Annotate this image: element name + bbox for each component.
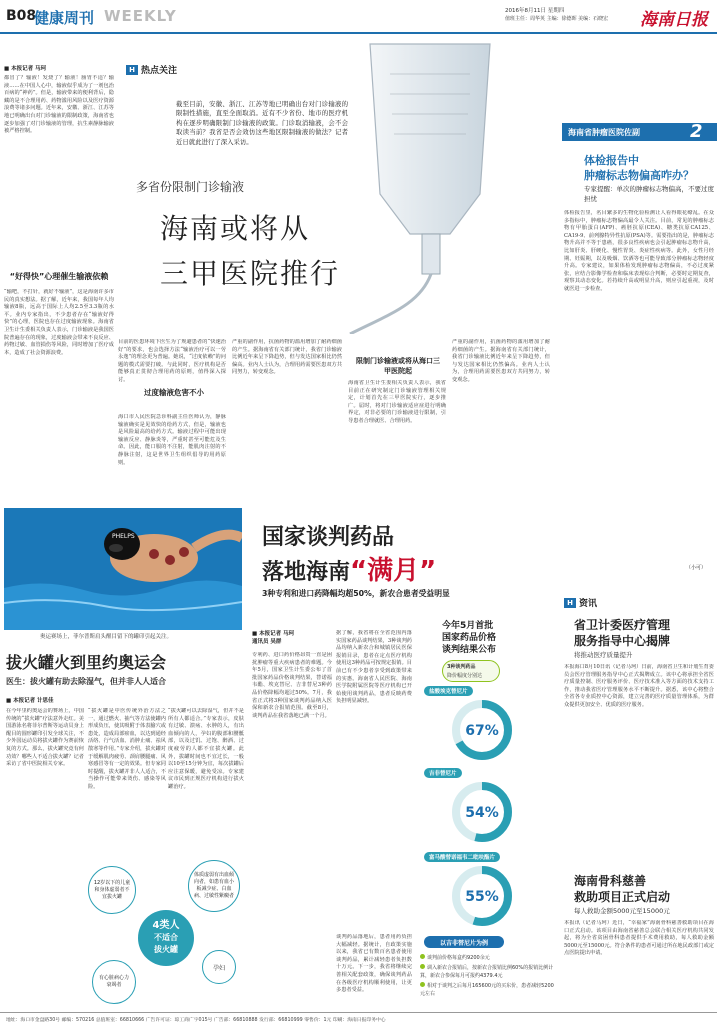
drug-text-b: 据了解，我省将在全省范围内落实国家药品谈判结果，3种谈判药品均纳入新农合和城镇居民医保报销目录，患者在定点医疗机构使用这3种药品可按规定报销。目前已有不少患者享受到政策带来的实惠。海南省人民医院、海南医学院附属医院等医疗机构已开始使用谈判药品，患者反映药费负担明显减轻。	[336, 630, 412, 705]
info-bubble-4	[92, 960, 136, 1004]
info-title-2: 国家药品价格	[442, 633, 497, 643]
top-text-right: 严重的副作用，抗菌药物的滥用增加了耐药细菌的产生。据海南省有关部门统计，我省门诊输液比例近年来呈下降趋势，但与发达国家相比仍然偏高。业内人士认为，合理用药需要医患双方共同努力，转变观念。	[232, 339, 342, 376]
cupping-text-b: “拔火罐是中医传统外治方法之一，通过燃火、抽气等方法使罐内形成负压，使其吸附于体表腧穴或患处，造成局部瘀血，以达到通经活络、行气活血、消肿止痛、祛风散寒等作用。”专家介绍，拔火罐对于缓解肌肉疲劳、颈肩腰腿痛、风寒感冒等有一定的效果。但专家同时提醒，拔火罐并非人人适合，不当操作可能带来烫伤、感染等风险。	[88, 708, 166, 790]
drug-subhead: 3种专利和进口药降幅均超50%，新农合患者受益明显	[262, 589, 450, 598]
info-title-3: 谈判结果公布	[442, 645, 497, 655]
info-title-1: 今年5月首批	[442, 621, 494, 631]
drug-ring-pct-3: 55%	[465, 889, 499, 905]
drug-infographic	[416, 612, 556, 1010]
news2-sub: 每人救助金额5000元至15000元	[574, 907, 670, 915]
drug-byline: ■ 本报记者 马珂 通讯员 吴群	[252, 631, 295, 645]
top-headline-2: 三甲医院推行	[160, 257, 341, 290]
left-byline: ■ 本报记者 马珂	[4, 66, 47, 72]
top-text-right3: 严重的副作用，抗菌药物的滥用增加了耐药细菌的产生。据海南省有关部门统计，我省门诊输液比例近年来呈下降趋势，但与发达国家相比仍然偏高。业内人士认为，合理用药需要医患双方共同努力，转变观念。	[452, 339, 550, 383]
hot-topic-tag	[126, 63, 177, 76]
info-count-2: 降价幅度分别达	[447, 673, 483, 679]
info-bubble-3	[202, 950, 236, 984]
info-item-3: 孕妇	[212, 964, 225, 972]
news2-title-2: 救助项目正式启动	[574, 890, 671, 904]
footer-text: 地址：海口市金盘路30号 邮编：570216 总值班室：66810666 广告许可证：琼工商广字015号 广告部：66810888 发行部：66810999 零售价：1元 印刷：海南日报印务中心	[6, 1018, 386, 1023]
paper-logo: 海南日报	[640, 10, 708, 30]
hospital-column-banner	[562, 123, 717, 141]
top-text-right2: 海南省卫生计生委相关负责人表示，我省目前正在研究制定门诊输液管理相关规定，计划首先在三甲医院实行，逐步推广。届时，将对门诊输液适应症进行明确界定，对非必要的门诊输液进行限制，引导患者合理就医、合理用药。	[348, 380, 446, 424]
top-text-mid: 目前的医患环境下医生为了规避患者的“快速治好”的要求，也会选择方法“输液治疗可以一劳永逸”的理念更为普遍。她说，“过度依赖”的问题的模式需要打破。与此同时，医疗机构是否能够真正贯彻合理用药的原则，值得深入探讨。	[118, 339, 226, 383]
news1-text: 本报海口8月10日讯（记者马珂）日前，海南省卫生和计划生育委员会医疗管理服务指导中心正式揭牌成立。该中心将承担全省医疗质量控制、医疗服务评价、医疗技术准入等方面的技术支持工作，推动我省医疗管理服务水平不断提升。据悉，该中心将整合全省各专业质控中心资源，建立完善的医疗质量管理体系，为群众提供更加安全、优质的医疗服务。	[564, 664, 714, 708]
top-subhead-right: 限制门诊输液或将从海口三甲医院起	[356, 357, 440, 375]
drug-bullets	[420, 954, 558, 998]
drug-name-3: 富马酸替诺福韦二吡呋酯片	[424, 852, 500, 862]
left-column	[4, 64, 114, 504]
page-footer	[0, 1012, 717, 1024]
column-number: 2	[690, 121, 703, 142]
section-title: 健康周刊	[34, 9, 95, 27]
example-label-pill	[424, 936, 504, 948]
tumor-text: 体检报告里，名目繁多的生物化验检测让人看得眼花缭乱。在众多指标中，肿瘤标志物偏高最令人关注。目前，常见的肿瘤标志物有甲胎蛋白(AFP)、癌胚抗原(CEA)、糖类抗原CA125、CA19-9、前列腺特异性抗原(PSA)等。需要指出的是，肿瘤标志物升高并不等于患癌，很多良性疾病也会引起肿瘤标志物升高，比如肝炎、肝硬化、慢性胃炎、炎症性疾病等。此外，女性月经期、妊娠期，以及吸烟、饮酒等也可能导致部分肿瘤标志物轻度升高。专家建议，如果体检发现肿瘤标志物偏高，不必过度紧张，应结合影像学检查和临床表现综合判断，必要时定期复查，观察其动态变化。若持续升高或明显升高，则应引起重视，及时就医进一步检查。	[564, 210, 714, 292]
news1-title-2: 服务指导中心揭牌	[574, 634, 671, 648]
top-kicker: 多省份限制门诊输液	[136, 180, 245, 194]
news-tag-icon: H	[564, 598, 576, 608]
left-subhead: “好得快”心理催生输液依赖	[9, 272, 109, 281]
bullet-2	[420, 964, 558, 980]
cupping-infographic	[88, 852, 244, 1010]
bullet-1-text: 谈判前价格每盒约9200余元	[427, 955, 490, 961]
info-count-bubble	[442, 660, 500, 682]
drug-ring-pct-1: 67%	[465, 723, 499, 739]
drug-name-1: 盐酸埃克替尼片	[424, 686, 473, 696]
drug-name-2: 吉非替尼片	[424, 768, 462, 778]
date-line: 2016年8月11日 星期四	[505, 8, 565, 14]
bullet-1	[420, 954, 558, 962]
drug-text-c: 谈判药品落地后，患者用药负担大幅减轻。据统计，自政策实施以来，我省已有数百名患者使用谈判药品，累计减轻患者负担数十万元。下一步，我省将继续完善相关配套政策，确保谈判药品在各级医疗机构顺利使用，让更多患者受益。	[336, 934, 412, 994]
hot-topic-label: 热点关注	[141, 66, 178, 76]
drug-ring-chart-2	[450, 780, 514, 844]
info-item-4: 有心脏病心力衰竭者	[98, 975, 129, 988]
cupping-byline: ■ 本报记者 计思佳	[6, 698, 54, 704]
info-bubble-2	[188, 860, 240, 912]
cupping-text-c: “拔火罐可以去除湿气，但并不是所有人都适合。”专家表示，皮肤有过敏、溃疡、水肿的人，有出血倾向的人，孕妇的腹部和腰骶部，以及过饥、过饱、醉酒、过度疲劳的人都不宜拔火罐。此外，拔罐时间也不宜过长，一般以10至15分钟为宜，每次拔罐后应注意保暖，避免受凉。专家建议市民到正规医疗机构进行拔火罐治疗。	[168, 708, 244, 790]
editor-line: 值班主任：周华英 主编：徐德晖 美编：石晓宏	[505, 16, 609, 22]
drug-headline-1: 国家谈判药品	[262, 525, 395, 550]
news-tag-label: 资讯	[579, 599, 598, 609]
info-count: 3种谈判药品	[447, 664, 476, 670]
left-text-b: “输吧，不打针，就好不输液”，这是海南许多市民的真实想法。据了解，近年来，我国每年人均输液8瓶，远高于国际上人均2.5至3.3瓶的水平。业内专家指出，不少患者存在“输液好得快”的心理，医院也存在过度输液现象。海南省卫生计生委相关负责人表示，门诊输液是我国医院普遍存在的现象，过度输液会带来不良反应、药物过敏、血管损伤等风险，同时增加了医疗成本，造成了社会资源浪费。	[4, 289, 114, 356]
drug-ring-3	[424, 852, 546, 932]
drug-headline-2a: 落地海南	[262, 560, 351, 585]
info-bubble-1	[88, 866, 136, 914]
drug-ring-chart-1	[450, 698, 514, 762]
info-center-1: 4类人	[152, 920, 180, 931]
top-headline-1: 海南或将从	[160, 212, 311, 245]
column-label: 海南省肿瘤医院佐副	[568, 128, 640, 137]
top-intro: 截至目前，安徽、浙江、江苏等地已明确出台对门诊输液的限制性措施，直至全面取消。近有不少省份、地市的医疗机构在逐步明确限制门诊输液的政策。门诊取消输液，会不会取读当前？我省是否会效仿这些地区限制输液的做法？记者近日就此进行了深入采访。	[176, 100, 348, 146]
bullet-3	[420, 982, 558, 998]
news2-text: 本报讯（记者马珂）近日，“幸福家”海南骨科慈善救助项目在海口正式启动。该项目由海南省慈善总会联合相关医疗机构共同发起，将为全省贫困骨科患者提供手术费用救助，每人救助金额5000元至15000元。符合条件的患者可通过所在地民政部门或定点医院提出申请。	[564, 920, 714, 957]
info-center	[138, 910, 194, 966]
info-center-2: 不适合	[154, 933, 178, 942]
info-item-1: 12岁以下的儿童和身体虚弱者不宜拔火罐	[93, 879, 131, 900]
photo-caption: 奥运赛场上，菲尔普斯肩头醒目留下的罐印引起关注。	[40, 634, 173, 640]
cupping-headline: 拔火罐火到里约奥运会	[6, 653, 167, 672]
tumor-title-2: 肿瘤标志物偏高咋办？	[584, 169, 694, 182]
drug-headline-2	[262, 550, 436, 587]
news1-title-1: 省卫计委医疗管理	[574, 618, 671, 632]
drug-ring-chart-3	[450, 864, 514, 928]
drug-ring-pct-2: 54%	[465, 805, 499, 821]
swimmer-photo	[4, 508, 242, 630]
tumor-note: （小可）	[686, 565, 707, 571]
svg-text:PHELPS: PHELPS	[112, 533, 135, 540]
top-text-mid2: 海口市人民医院急诊科副主任医师认为，静脉输液确实是见效快的给药方式，但是，输液也是风险最高的给药方式。输液过程中可能出现输液反应、静脉炎等，严重时甚至可能危及生命。因此，能口服的不注射，能肌肉注射的不静脉注射，这是世界卫生组织倡导的用药原则。	[118, 414, 226, 466]
page-code: B08	[6, 8, 37, 24]
info-center-3: 拔火罐	[154, 945, 178, 954]
bullet-3-text: 相对于谈判之后每月165600元的买东价，患者减轻5200元左右	[420, 983, 554, 997]
cupping-subhead: 医生：拔火罐有助去除湿气，但并非人人适合	[6, 677, 166, 686]
page-header	[0, 0, 717, 34]
iv-bag-image	[330, 34, 510, 334]
cupping-text-a: 在今年里约奥运会的赛场上，中国传统的“拔火罐”疗法意外走红。美国游泳名将菲尔普斯等运动员身上醒目的圆形罐印引发全球关注，不少外国运动员将拔火罐作为赛前恢复的方式。那么，拔火罐究竟有何功效？哪些人不适合拔火罐？记者采访了省中医院相关专家。	[6, 708, 84, 768]
tumor-title-1: 体检报告中	[584, 154, 639, 167]
info-item-2: 体质虚弱有出血倾向者，如患有血小板减少症、白血病、过敏性紫癜者	[193, 872, 234, 899]
news-tag	[564, 596, 597, 609]
drug-headline-2b: “满月”	[350, 556, 437, 586]
news1-sub: 将推动医疗质量提升	[574, 651, 633, 659]
tag-icon: H	[126, 65, 138, 75]
tumor-subtitle: 专家提醒：单次的肿瘤标志物偏高，不要过度担忧	[584, 185, 714, 203]
example-label: 以吉非替尼片为例	[439, 939, 488, 947]
drug-ring-1	[424, 686, 546, 766]
bullet-2-text: 调入新农合报销后，按新农合报销比例60%的报销比例计算，新农合参保每月可报约4379.4元	[420, 965, 554, 979]
left-text-a: 都冒了？输液！发烧了？输液！肠胃不适？输液……在中国人心中，输液似乎成为了一剂包治百病的“神药”。但是，输液带来的便利背后，隐藏的是不合理用药、药物滥用风险以及医疗资源浪费等诸多问题。近年来，安徽、浙江、江苏等地已明确出台对门诊输液的限制政策，海南省也逐步加强了对门诊输液的管理，抗生素静脉输液被严格控制。	[4, 75, 114, 135]
top-subhead-mid: 过度输液危害不小	[144, 388, 204, 397]
news2-title-1: 海南骨科慈善	[574, 874, 647, 888]
weekly-label: WEEKLY	[104, 7, 177, 25]
drug-ring-2	[424, 768, 546, 848]
drug-text-a: 专利药、进口药价格昂贵一直是困扰肿瘤等重大疾病患者的难题。今年5月，国家卫生计生委公布了首批国家药品价格谈判结果，替诺福韦酯、埃克替尼、吉非替尼3种药品价格降幅均超过50%。7月，我省正式将3种国家谈判药品纳入医保和新农合报销范围。截至8月，谈判药品在我省落地已满一个月。	[252, 652, 332, 719]
